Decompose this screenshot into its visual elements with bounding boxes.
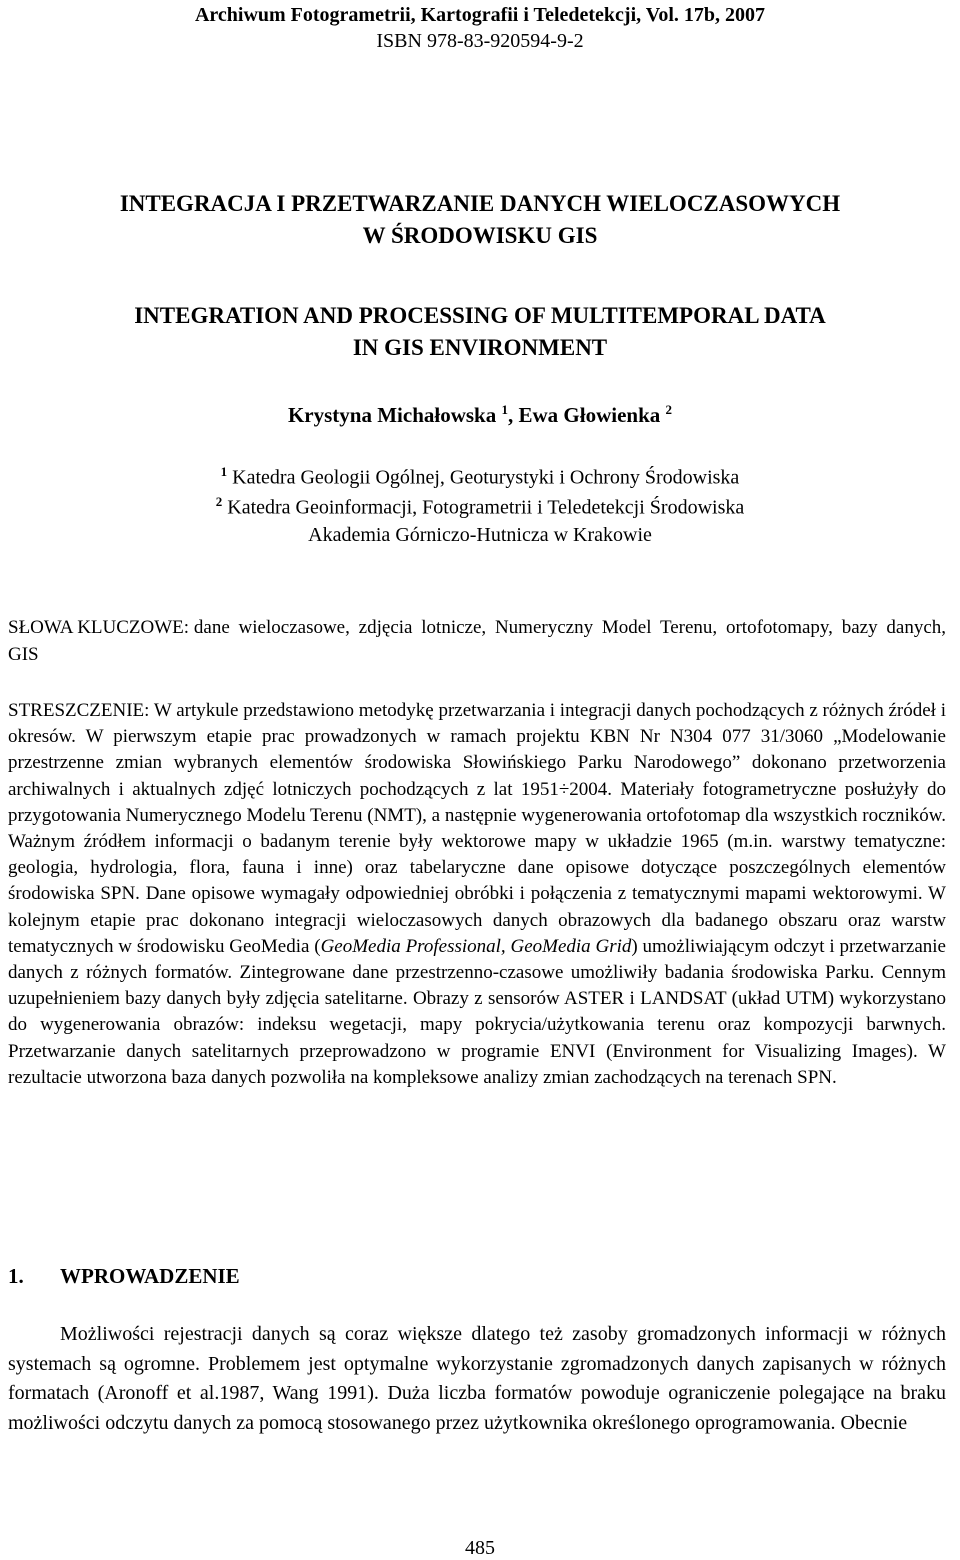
title-english-line2: IN GIS ENVIRONMENT [352, 335, 608, 360]
title-polish-line2: W ŚRODOWISKU GIS [362, 223, 598, 248]
isbn-line: ISBN 978-83-920594-9-2 [376, 30, 584, 52]
abstract [8, 698, 946, 1091]
affiliation-1 [0, 464, 960, 490]
section-title: WPROWADZENIE [60, 1264, 240, 1288]
keywords-text: dane wieloczasowe, zdjęcia lotnicze, Numeryczny Model Terenu, ortofotomapy, bazy danych, GIS [8, 617, 947, 665]
affiliation-2-mark: 2 [215, 494, 223, 509]
abstract-text-part2: ) umożliwiającym odczyt i przetwarzanie danych z różnych formatów. Zintegrowane dane przestrzenno-czasowe umożliwiły badania środowiska Parku. Cennym uzupełnieniem bazy danych były zdjęcia satelitarne. Obrazy z sensorów ASTER i LANDSAT (układ UTM) wykorzystano do wygenerowania obrazów: indeksu wegetacji, mapy pokrycia/użytkowania terenu oraz kompozycji barwnych. Przetwarzanie danych satelitarnych przeprowadzono w programie ENVI (Environment for Visualizing Images). W rezultacie utworzona baza danych pozwoliła na kompleksowe analizy zmian zachodzących na terenach SPN. [8, 935, 946, 1088]
page-number: 485 [465, 1537, 495, 1559]
section-heading [8, 1264, 240, 1289]
author-separator: , [507, 403, 519, 427]
section-number: 1. [8, 1264, 24, 1288]
title-polish-line1: INTEGRACJA I PRZETWARZANIE DANYCH WIELOCZASOWYCH [119, 191, 841, 216]
abstract-label: STRESZCZENIE: [8, 700, 150, 721]
institution: Akademia Górniczo-Hutnicza w Krakowie [308, 524, 652, 546]
abstract-text-part1: W artykule przedstawiono metodykę przetwarzania i integracji danych pochodzących z różnych źródeł i okresów. W pierwszym etapie prac prowadzonych w ramach projektu KBN Nr N304 077 31/3060 „Modelowanie przestrzenne zmian wybranych elementów środowiska Słowińskiego Parku Narodowego” dokonano przetworzenia archiwalnych i aktualnych zdjęć lotniczych pochodzących z lat 1951÷2004. Materiały fotogrametryczne posłużyły do przygotowania Numerycznego Modelu Terenu (NMT), a następnie wygenerowania ortofotomap dla wszystkich roczników. Ważnym źródłem informacji o badanym terenie były wektorowe mapy w układzie 1965 (m.in. warstwy tematyczne: geologia, hydrologia, flora, fauna i inne) oraz tabelaryczne dane opisowe dotyczące poszczególnych elementów środowiska SPN. Dane opisowe wymagały odpowiedniej obróbki i połączenia z tematycznymi mapami wektorowymi. W kolejnym etapie prac dokonano integracji wieloczasowych danych obrazowych dla badanego obszaru oraz warstw tematycznych w środowisku GeoMedia ( [8, 700, 946, 957]
authors [0, 402, 960, 428]
affiliation-1-text: Katedra Geologii Ogólnej, Geoturystyki i Ochrony Środowiska [232, 466, 740, 489]
intro-paragraph: Możliwości rejestracji danych są coraz większe dlatego też zasoby gromadzonych informacji w różnych systemach są ogromne. Problemem jest optymalne wykorzystanie zgromadzonych danych zapisanych w różnych formatach (Aronoff et al.1987, Wang 1991). Duża liczba formatów powoduje ograniczenie polegające na braku możliwości odczytu danych za pomocą stosowanego przez użytkownika określonego oprogramowania. Obecnie [8, 1323, 946, 1434]
author-2-affiliation-mark: 2 [665, 402, 673, 417]
abstract-software-names: GeoMedia Professional, GeoMedia Grid [320, 935, 632, 957]
title-polish [0, 188, 960, 252]
title-english [0, 300, 960, 364]
keywords-label: SŁOWA KLUCZOWE: [8, 617, 190, 638]
author-2: Ewa Głowienka [518, 403, 661, 427]
journal-header: Archiwum Fotogrametrii, Kartografii i Teledetekcji, Vol. 17b, 2007 [194, 4, 766, 26]
author-1: Krystyna Michałowska [287, 403, 497, 427]
affiliation-1-mark: 1 [220, 464, 228, 479]
affiliation-2 [0, 494, 960, 520]
affiliation-2-text: Katedra Geoinformacji, Fotogrametrii i Teledetekcji Środowiska [227, 496, 745, 519]
keywords [8, 614, 946, 668]
author-1-affiliation-mark: 1 [501, 402, 508, 417]
title-english-line1: INTEGRATION AND PROCESSING OF MULTITEMPORAL DATA [134, 303, 826, 328]
